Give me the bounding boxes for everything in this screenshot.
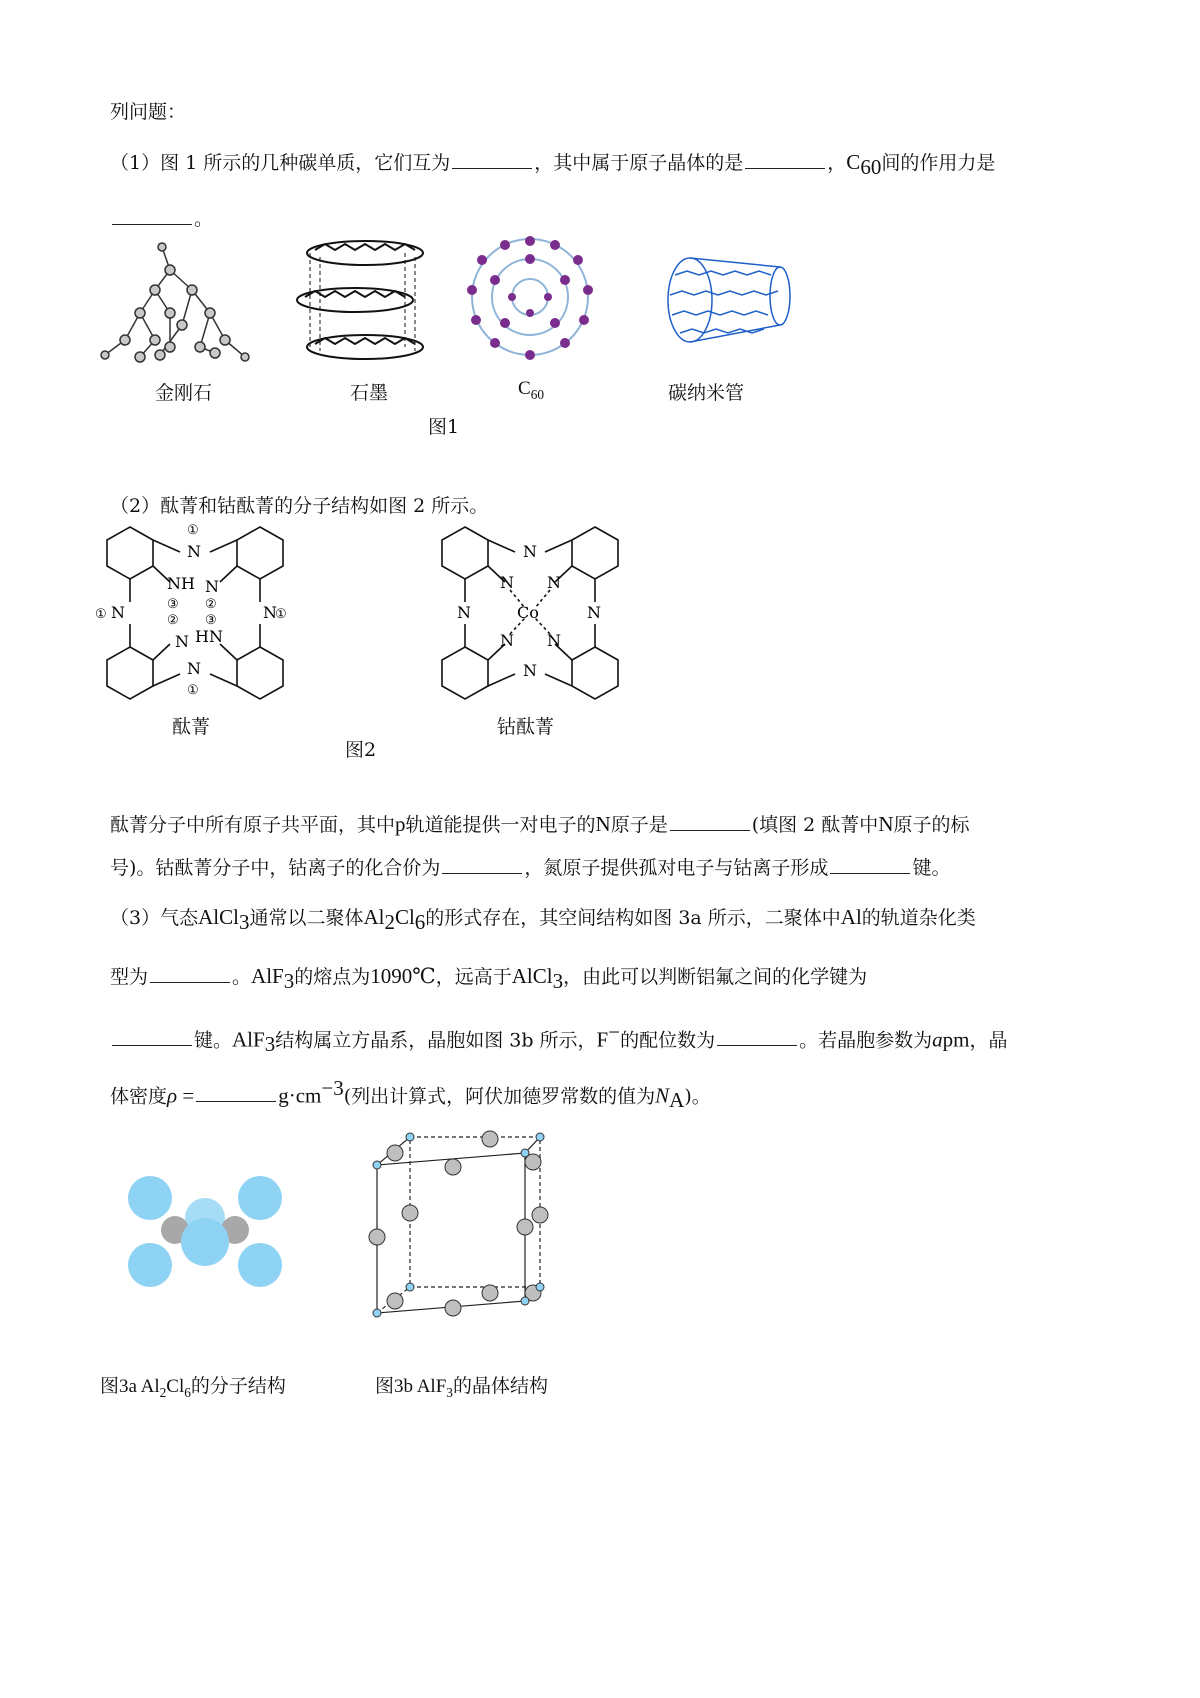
label-phthalocyanine: 酞菁 <box>172 716 211 738</box>
label-cobalt-phthalocyanine: 钴酞菁 <box>497 716 555 738</box>
answer-blank-8[interactable] <box>112 1044 192 1046</box>
label-co-n-2: N <box>547 573 561 592</box>
c60-structure-image <box>467 236 593 360</box>
figure-1-caption: 图1 <box>428 416 460 438</box>
label-co-n-left: N <box>457 603 471 622</box>
label-co-n-1: N <box>500 573 514 592</box>
label-n-bottom: N <box>187 659 201 678</box>
q2-intro: （2）酞菁和钴酞菁的分子结构如图 2 所示。 <box>110 495 489 517</box>
answer-blank-1[interactable] <box>452 167 532 169</box>
label-n-top: N <box>187 542 201 561</box>
figure-3b-caption: 图3b AlF$_3$的晶体结构 <box>375 1376 548 1400</box>
answer-blank-7[interactable] <box>150 981 230 983</box>
label-circle-1-top: ① <box>187 523 199 538</box>
graphite-structure-image <box>297 241 423 359</box>
q2-line-1: 酞菁分子中所有原子共平面，其中p轨道能提供一对电子的N原子是 (填图 2 酞菁中N原子的标 <box>110 812 970 836</box>
figure-1 <box>100 235 800 375</box>
figure-2-caption: 图2 <box>345 739 377 761</box>
answer-blank-6[interactable] <box>830 872 910 874</box>
label-co: Co <box>517 603 539 622</box>
q2-line-2: 号)。钴酞菁分子中，钴离子的化合价为 ，氮原子提供孤对电子与钴离子形成 键。 <box>110 857 951 879</box>
label-hn: HN <box>195 627 223 646</box>
label-co-n-3: N <box>500 631 514 650</box>
label-co-n-right: N <box>587 603 601 622</box>
label-circle-1-left: ① <box>95 607 107 622</box>
label-nanotube: 碳纳米管 <box>668 382 745 404</box>
answer-blank-10[interactable] <box>196 1100 276 1102</box>
q3-line-4: 体密度$\rho = g\cdot cm^{-3}$(列出计算式，阿伏加德罗常数的值为$N_A$)。 <box>110 1076 711 1113</box>
label-circle-2-right: ② <box>205 597 217 612</box>
label-n-inner-left: N <box>175 632 189 651</box>
label-c60: $C_{60}$ <box>518 378 544 402</box>
label-graphite: 石墨 <box>350 382 389 404</box>
answer-blank-9[interactable] <box>717 1044 797 1046</box>
label-n-left: N <box>111 603 125 622</box>
nanotube-structure-image <box>668 258 790 342</box>
figure-3a-al2cl6-image <box>120 1170 300 1300</box>
label-co-n-top: N <box>523 542 537 561</box>
label-circle-3-right: ③ <box>205 613 217 628</box>
label-co-n-bottom: N <box>523 661 537 680</box>
answer-blank-5[interactable] <box>442 872 522 874</box>
q1-line-end: 。 <box>110 204 213 231</box>
label-diamond: 金刚石 <box>155 382 213 404</box>
label-co-n-4: N <box>547 631 561 650</box>
label-circle-1-right: ① <box>275 607 287 622</box>
q1-line: （1）图 1 所示的几种碳单质，它们互为 ，其中属于原子晶体的是 ，$C_{60}$间的作用力是 <box>110 150 996 179</box>
answer-blank-4[interactable] <box>670 829 750 831</box>
label-circle-1-bottom: ① <box>187 683 199 698</box>
q3-line-2: 型为 。AlF$_3$的熔点为1090℃，远高于AlCl$_3$，由此可以判断铝氟之间的化学键为 <box>110 964 868 993</box>
figure-3a-caption: 图3a $Al_2Cl_6$的分子结构 <box>100 1376 286 1400</box>
figure-3b-alf3-image <box>365 1125 585 1345</box>
label-circle-3-left: ③ <box>167 597 179 612</box>
answer-blank-3[interactable] <box>112 223 192 225</box>
diamond-structure-image <box>101 243 249 362</box>
intro-text: 列问题： <box>110 101 187 123</box>
q3-line-1: （3）气态AlCl$_3$通常以二聚体$Al_2Cl_6$的形式存在，其空间结构如图 3a 所示，二聚体中Al的轨道杂化类 <box>110 905 976 934</box>
label-circle-2-left: ② <box>167 613 179 628</box>
q3-line-3: 键。AlF$_3$结构属立方晶系，晶胞如图 3b 所示，F−的配位数为 。若晶胞参数为apm，晶 <box>110 1020 1007 1057</box>
figure-2 <box>95 522 635 712</box>
label-n-inner-right: N <box>205 577 219 596</box>
label-nh: NH <box>167 574 195 593</box>
label-n-right: N <box>263 603 277 622</box>
answer-blank-2[interactable] <box>745 167 825 169</box>
